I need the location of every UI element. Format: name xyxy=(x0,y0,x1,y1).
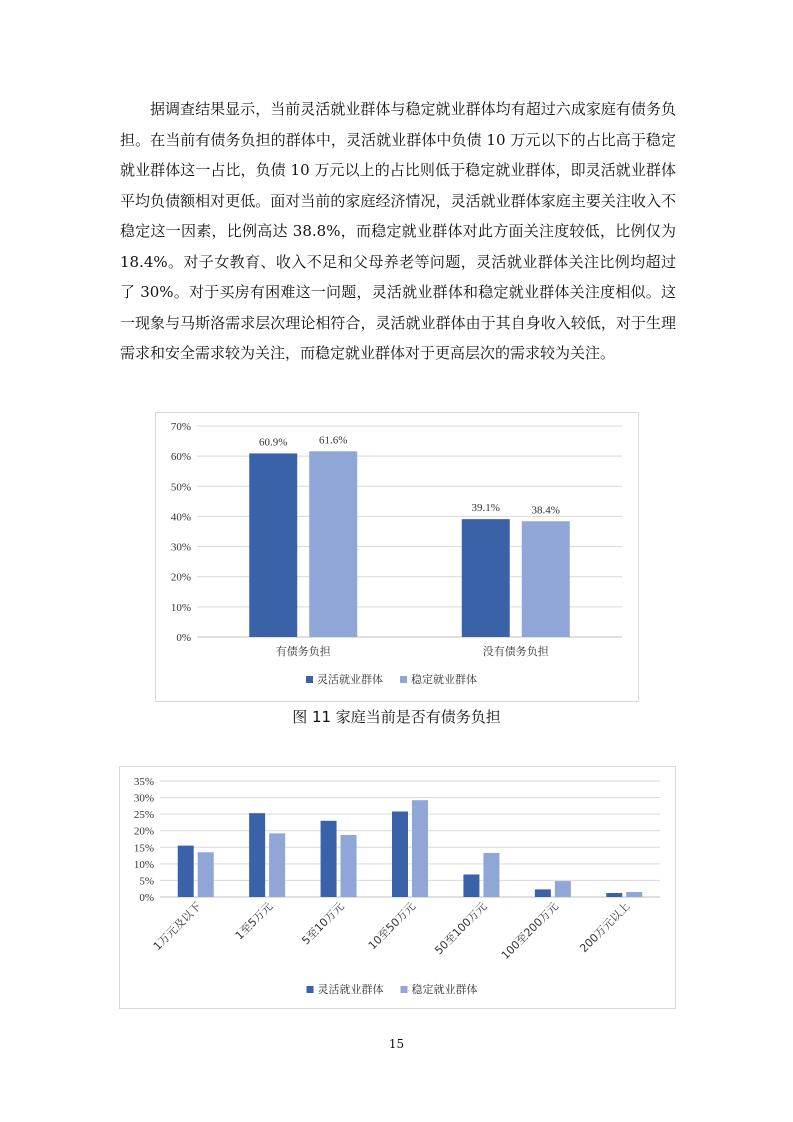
y-tick-label: 60% xyxy=(170,451,191,464)
x-tick-label: 没有债务负担 xyxy=(482,645,549,658)
bar xyxy=(198,852,214,897)
x-tick-label: 50至100万元 xyxy=(432,899,490,958)
legend-label: 灵活就业群体 xyxy=(317,673,383,686)
y-tick-label: 40% xyxy=(170,511,191,524)
y-tick-label: 5% xyxy=(139,875,154,888)
bar xyxy=(462,519,510,637)
legend-swatch xyxy=(306,676,313,683)
body-paragraph: 据调查结果显示，当前灵活就业群体与稳定就业群体均有超过六成家庭有债务负担。在当前有债务负担的群体中，灵活就业群体中负债 10 万元以下的占比高于稳定就业群体这一占比，负债 10 万元以上的占比则低于稳定就业群体，即灵活就业群体平均负债额相对更低。面对当前的家庭经济情况，灵活就业群体家庭主要关注收入不稳定这一因素，比例高达 38.8%，而稳定就业群体对此方面关注度较低，比例仅为 18.4%。对子女教育、收入不足和父母养老等问题，灵活就业群体关注比例均超过了 30%。对于买房有困难这一问题，灵活就业群体和稳定就业群体关注度相似。这一现象与马斯洛需求层次理论相符合，灵活就业群体由于其自身收入较低，对于生理需求和安全需求较为关注，而稳定就业群体对于更高层次的需求较为关注。 xyxy=(120,100,676,362)
x-tick-label: 100至200万元 xyxy=(498,899,561,963)
bar xyxy=(606,893,622,897)
legend-swatch xyxy=(400,676,407,683)
y-tick-label: 10% xyxy=(170,601,191,614)
bar xyxy=(555,881,571,897)
y-tick-label: 20% xyxy=(170,571,191,584)
y-tick-label: 35% xyxy=(133,776,154,788)
bar xyxy=(321,821,337,897)
bar xyxy=(412,800,428,897)
y-tick-label: 0% xyxy=(139,892,154,904)
data-label: 61.6% xyxy=(319,434,348,447)
y-tick-label: 30% xyxy=(170,541,191,554)
bar xyxy=(249,453,297,637)
x-tick-label: 1至5万元 xyxy=(232,899,276,943)
y-tick-label: 20% xyxy=(133,825,154,838)
figure-11-caption: 图 11 家庭当前是否有债务负担 xyxy=(292,708,501,726)
y-tick-label: 15% xyxy=(133,842,154,855)
debt-status-chart-svg xyxy=(156,413,638,701)
y-tick-label: 50% xyxy=(170,481,191,494)
bar xyxy=(626,892,642,897)
bar xyxy=(483,853,499,897)
x-tick-label: 200万元以上 xyxy=(577,899,633,956)
x-tick-label: 1万元及以下 xyxy=(150,899,204,953)
legend-label: 稳定就业群体 xyxy=(411,673,477,686)
bar xyxy=(522,521,570,637)
x-tick-label: 有债务负担 xyxy=(275,645,331,658)
data-label: 38.4% xyxy=(531,504,560,517)
legend-swatch xyxy=(401,986,408,993)
bar xyxy=(463,874,479,897)
legend-label: 灵活就业群体 xyxy=(317,983,384,996)
debt-amount-chart-svg xyxy=(120,767,675,1008)
bar xyxy=(269,833,285,897)
bar xyxy=(178,846,194,897)
y-tick-label: 0% xyxy=(176,632,191,644)
y-tick-label: 25% xyxy=(133,809,154,822)
debt-amount-chart xyxy=(119,766,676,1009)
y-tick-label: 10% xyxy=(133,858,154,871)
x-tick-label: 10至50万元 xyxy=(365,899,419,953)
bar xyxy=(249,813,265,897)
x-tick-label: 5至10万元 xyxy=(299,899,347,948)
page-number: 15 xyxy=(388,1037,405,1051)
y-tick-label: 30% xyxy=(133,792,154,805)
bar xyxy=(535,889,551,897)
legend-swatch xyxy=(307,986,314,993)
data-label: 39.1% xyxy=(471,502,500,515)
debt-status-chart xyxy=(155,412,639,702)
bar xyxy=(392,811,408,897)
y-tick-label: 70% xyxy=(170,421,191,433)
data-label: 60.9% xyxy=(259,436,288,449)
legend-label: 稳定就业群体 xyxy=(411,983,478,996)
bar xyxy=(309,451,357,637)
bar xyxy=(341,835,357,897)
